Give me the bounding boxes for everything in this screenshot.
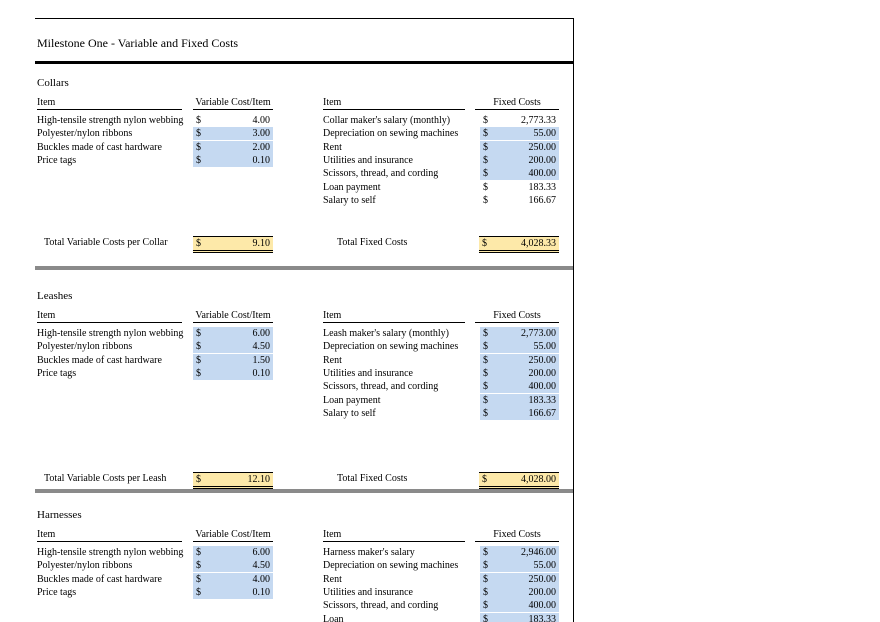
fixed-item-label: Scissors, thread, and cording [323,380,478,393]
variable-item-label: Price tags [37,586,192,599]
cost-sheet [35,18,574,622]
currency-symbol: $ [483,127,488,140]
currency-symbol: $ [483,181,488,194]
currency-symbol: $ [196,367,201,380]
fixed-item-label: Rent [323,354,478,367]
variable-cost-value: 6.00 [253,546,271,559]
total-variable-cell [193,472,273,489]
variable-cost-value: 4.50 [253,340,271,353]
item-column-header: Item [37,97,182,110]
fixed-item-label: Scissors, thread, and cording [323,599,478,612]
variable-item-label: High-tensile strength nylon webbing [37,546,192,559]
fixed-item-label: Harness maker's salary [323,546,478,559]
fixed-cost-cell[interactable] [480,127,559,140]
fixed-cost-value: 2,946.00 [521,546,556,559]
title-divider [35,61,573,64]
fixed-item-column-header: Item [323,97,465,110]
variable-cost-value: 0.10 [253,154,271,167]
fixed-item-label: Scissors, thread, and cording [323,167,478,180]
variable-cost-value: 2.00 [253,141,271,154]
currency-symbol: $ [196,154,201,167]
fixed-item-label: Collar maker's salary (monthly) [323,114,478,127]
currency-symbol: $ [196,546,201,559]
fixed-item-label: Salary to self [323,194,478,207]
item-column-header: Item [37,529,182,542]
fixed-item-label: Depreciation on sewing machines [323,127,478,140]
fixed-cost-value: 250.00 [529,354,557,367]
variable-item-label: Buckles made of cast hardware [37,354,192,367]
fixed-cost-value: 200.00 [529,154,557,167]
fixed-cost-value: 250.00 [529,141,557,154]
variable-item-label: Buckles made of cast hardware [37,573,192,586]
variable-item-label: Price tags [37,367,192,380]
fixed-cost-cell[interactable] [480,340,559,353]
fixed-cost-value: 183.33 [529,394,557,407]
variable-cost-cell[interactable] [193,354,273,367]
fixed-item-label: Rent [323,573,478,586]
fixed-cost-cell[interactable] [480,546,559,559]
currency-symbol: $ [196,127,201,140]
fixed-cost-cell[interactable] [480,586,559,599]
total-fixed-cell [479,236,559,253]
fixed-cost-column-header: Fixed Costs [475,310,559,323]
currency-symbol: $ [196,327,201,340]
section-title: Collars [37,77,69,89]
currency-symbol: $ [483,154,488,167]
variable-cost-cell[interactable] [193,114,273,127]
fixed-item-label: Utilities and insurance [323,367,478,380]
fixed-cost-value: 55.00 [534,340,557,353]
currency-symbol: $ [483,380,488,393]
variable-item-label: Polyester/nylon ribbons [37,340,192,353]
fixed-cost-value: 183.33 [529,613,557,622]
currency-symbol: $ [196,586,201,599]
currency-symbol: $ [482,473,487,486]
currency-symbol: $ [196,141,201,154]
fixed-cost-cell[interactable] [480,327,559,340]
total-fixed-value: 4,028.33 [521,237,556,250]
fixed-item-label: Loan payment [323,394,478,407]
currency-symbol: $ [196,114,201,127]
variable-cost-cell[interactable] [193,546,273,559]
fixed-cost-cell[interactable] [480,354,559,367]
fixed-cost-value: 2,773.33 [521,114,556,127]
currency-symbol: $ [483,327,488,340]
currency-symbol: $ [483,407,488,420]
fixed-item-label: Depreciation on sewing machines [323,340,478,353]
section-title: Leashes [37,290,72,302]
variable-cost-cell[interactable] [193,367,273,380]
fixed-cost-cell[interactable] [480,114,559,127]
fixed-cost-cell[interactable] [480,167,559,180]
variable-cost-value: 3.00 [253,127,271,140]
fixed-cost-value: 400.00 [529,380,557,393]
fixed-item-label: Utilities and insurance [323,154,478,167]
fixed-cost-cell[interactable] [480,407,559,420]
fixed-cost-value: 55.00 [534,559,557,572]
currency-symbol: $ [483,613,488,622]
currency-symbol: $ [196,237,201,250]
total-fixed-label: Total Fixed Costs [337,472,407,485]
variable-cost-cell[interactable] [193,559,273,572]
total-fixed-label: Total Fixed Costs [337,236,407,249]
section-divider [35,489,573,493]
fixed-cost-cell[interactable] [480,154,559,167]
variable-cost-cell[interactable] [193,327,273,340]
fixed-cost-value: 200.00 [529,367,557,380]
currency-symbol: $ [196,354,201,367]
currency-symbol: $ [483,546,488,559]
currency-symbol: $ [483,573,488,586]
variable-cost-column-header: Variable Cost/Item [193,97,273,110]
variable-cost-value: 0.10 [253,367,271,380]
fixed-cost-value: 400.00 [529,167,557,180]
total-fixed-cell [479,472,559,489]
variable-item-label: Buckles made of cast hardware [37,141,192,154]
fixed-item-label: Salary to self [323,407,478,420]
currency-symbol: $ [482,237,487,250]
total-fixed-value: 4,028.00 [521,473,556,486]
currency-symbol: $ [483,354,488,367]
section-title: Harnesses [37,509,82,521]
variable-cost-value: 1.50 [253,354,271,367]
variable-item-label: Price tags [37,154,192,167]
section-divider [35,266,573,270]
fixed-item-label: Rent [323,141,478,154]
variable-cost-cell[interactable] [193,340,273,353]
variable-cost-value: 6.00 [253,327,271,340]
total-variable-value: 12.10 [248,473,271,486]
currency-symbol: $ [196,340,201,353]
fixed-cost-cell[interactable] [480,559,559,572]
variable-item-label: High-tensile strength nylon webbing [37,327,192,340]
page-title: Milestone One - Variable and Fixed Costs [37,36,238,51]
currency-symbol: $ [483,141,488,154]
currency-symbol: $ [196,573,201,586]
variable-item-label: High-tensile strength nylon webbing [37,114,192,127]
variable-cost-cell[interactable] [193,127,273,140]
fixed-cost-value: 400.00 [529,599,557,612]
fixed-cost-value: 166.67 [529,407,557,420]
fixed-cost-cell[interactable] [480,573,559,586]
variable-item-label: Polyester/nylon ribbons [37,559,192,572]
fixed-cost-column-header: Fixed Costs [475,97,559,110]
fixed-cost-value: 166.67 [529,194,557,207]
currency-symbol: $ [483,599,488,612]
variable-cost-cell[interactable] [193,154,273,167]
currency-symbol: $ [196,559,201,572]
fixed-cost-cell[interactable] [480,380,559,393]
fixed-cost-value: 2,773.00 [521,327,556,340]
fixed-item-label: Depreciation on sewing machines [323,559,478,572]
fixed-cost-cell[interactable] [480,367,559,380]
variable-item-label: Polyester/nylon ribbons [37,127,192,140]
currency-symbol: $ [196,473,201,486]
currency-symbol: $ [483,559,488,572]
total-variable-value: 9.10 [253,237,271,250]
fixed-cost-value: 55.00 [534,127,557,140]
fixed-item-label: Loan [323,613,478,622]
fixed-cost-cell[interactable] [480,394,559,407]
fixed-cost-cell[interactable] [480,599,559,612]
currency-symbol: $ [483,586,488,599]
currency-symbol: $ [483,167,488,180]
fixed-cost-column-header: Fixed Costs [475,529,559,542]
total-variable-cell [193,236,273,253]
total-variable-label: Total Variable Costs per Collar [44,236,168,249]
fixed-cost-value: 200.00 [529,586,557,599]
fixed-cost-cell[interactable] [480,194,559,207]
variable-cost-cell[interactable] [193,141,273,154]
variable-cost-column-header: Variable Cost/Item [193,529,273,542]
total-variable-label: Total Variable Costs per Leash [44,472,166,485]
variable-cost-value: 4.50 [253,559,271,572]
fixed-cost-cell[interactable] [480,141,559,154]
fixed-cost-value: 183.33 [529,181,557,194]
currency-symbol: $ [483,394,488,407]
currency-symbol: $ [483,194,488,207]
fixed-item-column-header: Item [323,310,465,323]
fixed-cost-cell[interactable] [480,181,559,194]
fixed-item-label: Loan payment [323,181,478,194]
currency-symbol: $ [483,367,488,380]
variable-cost-value: 4.00 [253,573,271,586]
fixed-item-label: Utilities and insurance [323,586,478,599]
variable-cost-cell[interactable] [193,573,273,586]
fixed-cost-value: 250.00 [529,573,557,586]
currency-symbol: $ [483,114,488,127]
variable-cost-cell[interactable] [193,586,273,599]
fixed-item-label: Leash maker's salary (monthly) [323,327,478,340]
variable-cost-value: 4.00 [253,114,271,127]
currency-symbol: $ [483,340,488,353]
item-column-header: Item [37,310,182,323]
variable-cost-value: 0.10 [253,586,271,599]
fixed-item-column-header: Item [323,529,465,542]
variable-cost-column-header: Variable Cost/Item [193,310,273,323]
